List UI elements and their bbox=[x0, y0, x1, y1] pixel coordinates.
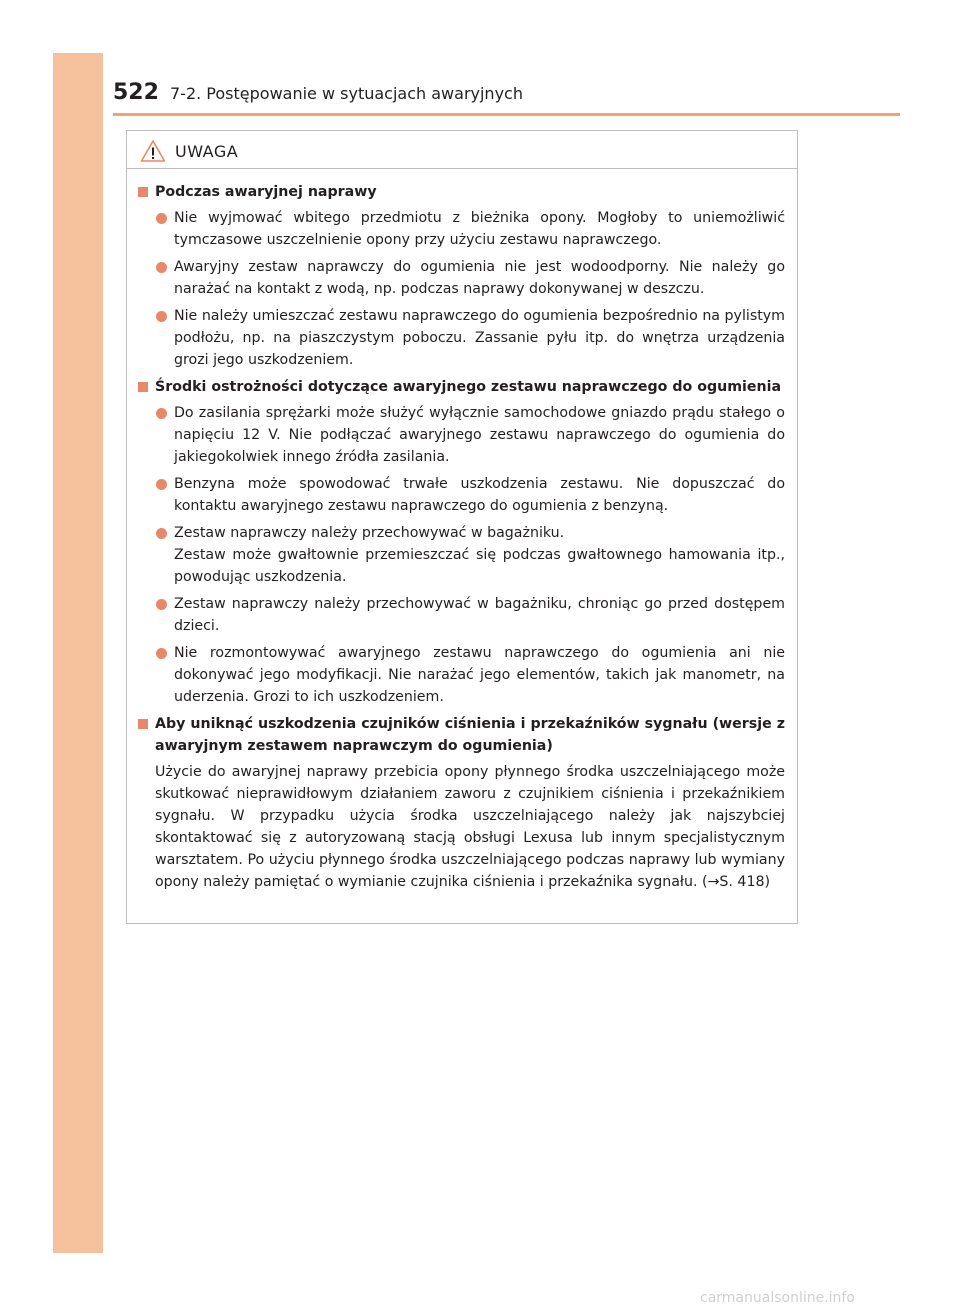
section-heading-text: Podczas awaryjnej naprawy bbox=[155, 184, 377, 200]
section-emergency-repair bbox=[137, 181, 785, 371]
circle-bullet-icon bbox=[156, 648, 167, 659]
section-sensor-protection bbox=[137, 713, 785, 893]
section-heading-text: Środki ostrożności dotyczące awaryjnego zestawu naprawczego do ogumienia bbox=[155, 379, 782, 395]
square-bullet-icon bbox=[138, 719, 148, 729]
warning-triangle-icon bbox=[140, 139, 166, 163]
list-item bbox=[137, 593, 785, 637]
chapter-color-band bbox=[53, 53, 103, 1253]
circle-bullet-icon bbox=[156, 408, 167, 419]
section-heading bbox=[137, 376, 785, 398]
warning-title: UWAGA bbox=[175, 142, 239, 161]
section-repair-kit-precautions bbox=[137, 376, 785, 708]
list-item bbox=[137, 402, 785, 468]
list-item-text: Nie należy umieszczać zestawu naprawczego do ogumienia bezpośrednio na pylistym podłożu, np. na piaszczystym poboczu. Zassanie pyłu itp. do wnętrza urządzenia grozi jego uszkodzeniem. bbox=[174, 308, 785, 368]
warning-box bbox=[126, 130, 798, 924]
square-bullet-icon bbox=[138, 382, 148, 392]
square-bullet-icon bbox=[138, 187, 148, 197]
list-item bbox=[137, 473, 785, 517]
list-item-text: Zestaw naprawczy należy przechowywać w bagażniku. bbox=[174, 525, 565, 541]
list-item-text: Zestaw naprawczy należy przechowywać w bagażniku, chroniąc go przed dostępem dzieci. bbox=[174, 596, 785, 634]
section-title: 7-2. Postępowanie w sytuacjach awaryjnych bbox=[170, 84, 523, 103]
section-heading-text: Aby uniknąć uszkodzenia czujników ciśnienia i przekaźników sygnału (wersje z awaryjnym zestawem naprawczym do ogumienia) bbox=[155, 716, 785, 754]
list-item bbox=[137, 256, 785, 300]
list-item bbox=[137, 642, 785, 708]
circle-bullet-icon bbox=[156, 213, 167, 224]
list-item-text: Nie wyjmować wbitego przedmiotu z bieżnika opony. Mogłoby to uniemożliwić tymczasowe uszczelnienie opony przy użyciu zestawu naprawczego. bbox=[174, 210, 785, 248]
page-header bbox=[113, 80, 903, 112]
circle-bullet-icon bbox=[156, 311, 167, 322]
section-heading bbox=[137, 181, 785, 203]
header-rule bbox=[113, 113, 900, 116]
circle-bullet-icon bbox=[156, 528, 167, 539]
footer-watermark: carmanualsonline.info bbox=[700, 1290, 855, 1306]
list-item bbox=[137, 522, 785, 588]
list-item-text: Zestaw może gwałtownie przemieszczać się podczas gwałtownego hamowania itp., powodując uszkodzenia. bbox=[174, 547, 785, 585]
list-item-text: Nie rozmontowywać awaryjnego zestawu naprawczego do ogumienia ani nie dokonywać jego modyfikacji. Nie narażać jego elementów, takich jak manometr, na uderzenia. Grozi to ich uszkodzeniem. bbox=[174, 645, 785, 705]
list-item-text: Benzyna może spowodować trwałe uszkodzenia zestawu. Nie dopuszczać do kontaktu awaryjnego zestawu naprawczego do ogumienia z benzyną. bbox=[174, 476, 785, 514]
circle-bullet-icon bbox=[156, 262, 167, 273]
list-item bbox=[137, 305, 785, 371]
page-number: 522 bbox=[113, 80, 159, 105]
circle-bullet-icon bbox=[156, 479, 167, 490]
warning-body bbox=[137, 181, 785, 897]
list-item-text: Do zasilania sprężarki może służyć wyłącznie samochodowe gniazdo prądu stałego o napięciu 12 V. Nie podłączać awaryjnego zestawu naprawczego do ogumienia do jakiegokolwiek innego źródła zasilania. bbox=[174, 405, 785, 465]
list-item-text: Awaryjny zestaw naprawczy do ogumienia nie jest wodoodporny. Nie należy go narażać na kontakt z wodą, np. podczas naprawy dokonywanej w deszczu. bbox=[174, 259, 785, 297]
section-heading bbox=[137, 713, 785, 757]
list-item bbox=[137, 207, 785, 251]
circle-bullet-icon bbox=[156, 599, 167, 610]
warning-header bbox=[127, 131, 797, 169]
section-paragraph: Użycie do awaryjnej naprawy przebicia opony płynnego środka uszczelniającego może skutkować nieprawidłowym działaniem zaworu z czujnikiem ciśnienia i przekaźnikiem sygnału. W przypadku użycia środka uszczelniającego należy jak najszybciej skontaktować się z autoryzowaną stacją obsługi Lexusa lub innym specjalistycznym warsztatem. Po użyciu płynnego środka uszczelniającego podczas naprawy lub wymiany opony należy pamiętać o wymianie czujnika ciśnienia i przekaźnika sygnału. (→S. 418) bbox=[155, 764, 785, 890]
